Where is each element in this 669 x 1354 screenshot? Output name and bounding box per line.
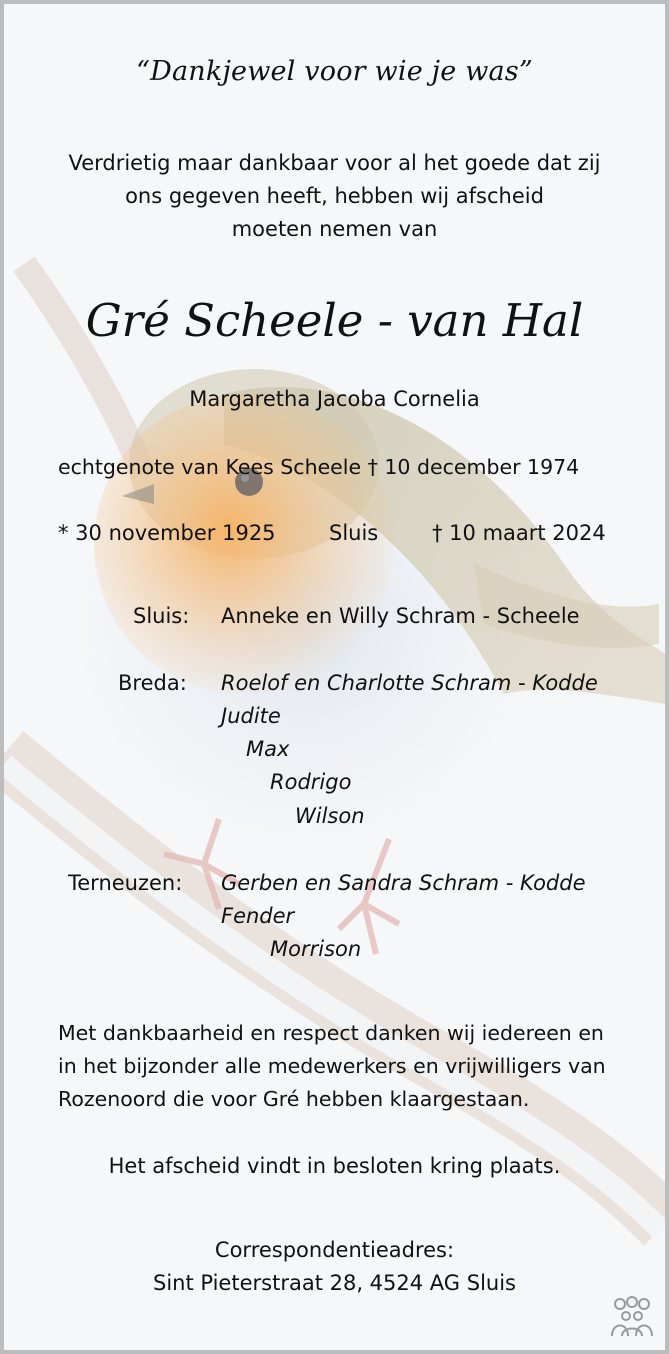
spouse-line: echtgenote van Kees Scheele † 10 december 1974: [58, 455, 580, 479]
deceased-name: Gré Scheele - van Hal: [85, 294, 584, 347]
thanks-line-2: in het bijzonder alle medewerkers en vrijwilligers van: [58, 1054, 606, 1078]
family-member: Gerben en Sandra Schram - Kodde: [221, 871, 586, 895]
thanks-line-3: Rozenoord die voor Gré hebben klaargestaan.: [58, 1087, 530, 1111]
motto-quote: “Dankjewel voor wie je was”: [136, 56, 533, 87]
farewell-note: Het afscheid vindt in besloten kring plaats.: [108, 1154, 561, 1178]
family-place-terneuzen: Terneuzen:: [68, 871, 183, 895]
grandchild-name: Rodrigo: [270, 770, 352, 794]
death-date: † 10 maart 2024: [432, 521, 606, 545]
grandchild-name: Fender: [221, 904, 295, 928]
family-member: Roelof en Charlotte Schram - Kodde: [221, 671, 598, 695]
intro-line-1: Verdrietig maar dankbaar voor al het goede dat zij: [68, 151, 601, 175]
family-place-sluis: Sluis:: [133, 604, 190, 628]
given-names: Margaretha Jacoba Cornelia: [189, 387, 480, 411]
place-of-residence: Sluis: [329, 521, 379, 545]
correspondence-label: Correspondentieadres:: [214, 1238, 455, 1262]
family-member: Anneke en Willy Schram - Scheele: [221, 604, 580, 628]
intro-line-3: moeten nemen van: [231, 217, 438, 241]
birth-date: * 30 november 1925: [58, 521, 276, 545]
grandchild-name: Judite: [221, 704, 281, 728]
grandchild-name: Morrison: [270, 937, 362, 961]
family-place-breda: Breda:: [118, 671, 187, 695]
grandchild-name: Wilson: [295, 804, 365, 828]
correspondence-address: Sint Pieterstraat 28, 4524 AG Sluis: [153, 1271, 516, 1295]
people-group-icon: [607, 1296, 657, 1340]
thanks-line-1: Met dankbaarheid en respect danken wij iedereen en: [58, 1021, 604, 1045]
grandchild-name: Max: [246, 737, 290, 761]
intro-line-2: ons gegeven heeft, hebben wij afscheid: [125, 184, 544, 208]
